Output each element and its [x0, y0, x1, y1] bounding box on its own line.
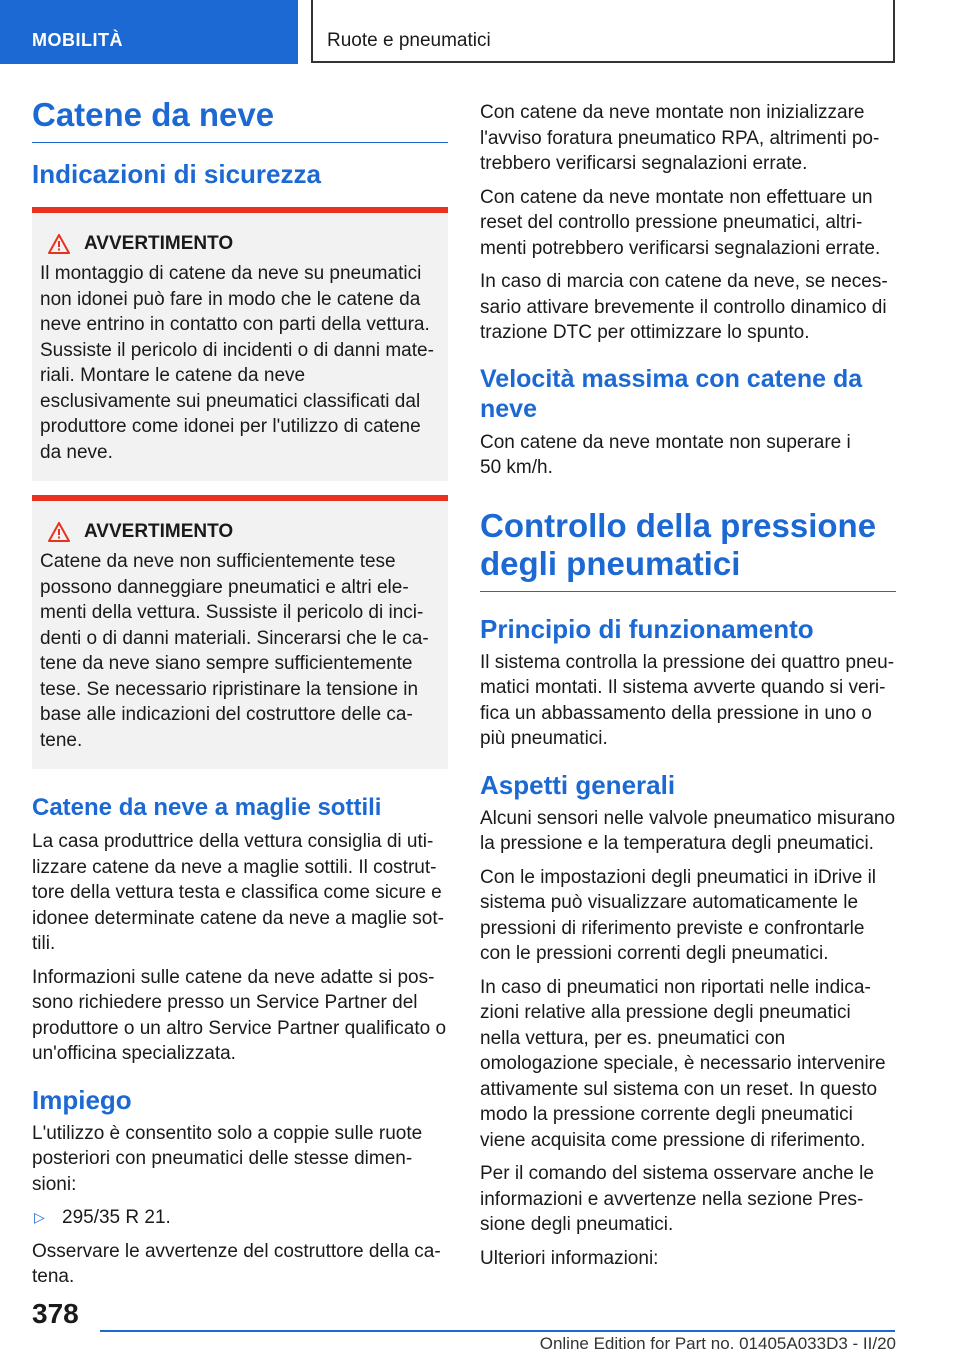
- triangle-bullet-icon: ▷: [34, 1209, 45, 1225]
- paragraph: Informazioni sulle catene da neve adatte si possono richiedere presso un Service Partner del produttore o un altro Service Partner qualificato o un'officina specializzata.: [32, 966, 447, 1064]
- paragraph: Alcuni sensori nelle valvole pneumatico misurano la pressione e la temperatura degli pneumatici.: [480, 807, 896, 854]
- page-title: Catene da neve: [32, 96, 448, 143]
- fine-links-heading: Catene da neve a maglie sottili: [32, 794, 382, 821]
- paragraph: In caso di pneumatici non riportati nelle indicazioni relative alla pressione degli pneumatici nella vettura, per es. pneumatici con omologazione speciale, è necessario intervenire attivamente sul sistema con un reset. In questo modo la pressione corrente degli pneumatici viene acquisita come pressione di riferimento.: [480, 976, 886, 1151]
- list-item: [32, 1205, 448, 1231]
- paragraph: Con catene da neve montate non effettuare un reset del controllo pressione pneumatici, altrimenti potrebbero verificarsi segnalazioni errate.: [480, 186, 881, 259]
- paragraph: Osservare le avvertenze del costruttore della catena.: [32, 1240, 441, 1287]
- left-column: [32, 96, 448, 1298]
- paragraph: Ulteriori informazioni:: [480, 1247, 659, 1269]
- chapter-tab: [311, 0, 895, 63]
- paragraph: Per il comando del sistema osservare anche le informazioni e avvertenze nella sezione Pressione degli pneumatici.: [480, 1163, 874, 1235]
- page-number: 378: [32, 1298, 79, 1329]
- paragraph: La casa produttrice della vettura consiglia di utilizzare catene da neve a maglie sottili. Il costruttore della vettura testa e classifica come sicure e idonee determinate catene da neve a maglie sottili.: [32, 831, 444, 954]
- general-heading: Aspetti generali: [480, 769, 676, 800]
- edition-note: Online Edition for Part no. 01405A033D3 - II/20: [539, 1334, 896, 1353]
- use-heading: Impiego: [32, 1084, 132, 1115]
- paragraph: Con le impostazioni degli pneumatici in iDrive il sistema può visualizzare automaticamente le pressioni di riferimento previste e confrontarle con le pressioni correnti degli pneumatici.: [480, 866, 877, 964]
- warning-triangle-icon: [48, 234, 70, 254]
- list-item-text: 295/35 R 21.: [62, 1207, 171, 1228]
- paragraph: Con catene da neve montate non superare i 50 km/h.: [480, 431, 851, 478]
- right-column: [480, 100, 896, 1279]
- section-tab: [0, 0, 298, 64]
- paragraph: L'utilizzo è consentito solo a coppie sulle ruote posteriori con pneumatici delle stesse dimensioni:: [32, 1122, 423, 1195]
- paragraph: Con catene da neve montate non inizializzare l'avviso foratura pneumatico RPA, altrimenti potrebbero verificarsi segnalazioni errate.: [480, 102, 880, 174]
- warning-triangle-icon: [48, 522, 70, 542]
- section-title: Controllo della pressione degli pneumatici: [480, 507, 896, 592]
- safety-heading: Indicazioni di sicurezza: [32, 159, 321, 189]
- section-label: MOBILITÀ: [32, 30, 123, 50]
- paragraph: In caso di marcia con catene da neve, se necessario attivare brevemente il controllo dinamico di trazione DTC per ottimizzare lo spunto.: [480, 271, 888, 343]
- paragraph: Il sistema controlla la pressione dei quattro pneumatici montati. Il sistema avverte quando si verifica un abbassamento della pressione in uno o più pneumatici.: [480, 651, 895, 749]
- warning-label: AVVERTIMENTO: [84, 233, 234, 254]
- principle-heading: Principio di funzionamento: [480, 613, 814, 644]
- warning-text: Il montaggio di catene da neve su pneumatici non idonei può fare in modo che le catene da neve entrino in contatto con parti della vettura. Sussiste il pericolo di incidenti o di danni materiali. Montare le catene da neve esclusivamente sui pneumatici classificati dal produttore come idonei per l'utilizzo di catene da neve.: [40, 263, 434, 463]
- warning-box-1: [32, 207, 448, 481]
- warning-text: Catene da neve non sufficientemente tese possono danneggiare pneumatici e altri elementi della vettura. Sussiste il pericolo di incidenti o di danni materiali. Sincerarsi che le catene da neve siano sempre sufficientemente tese. Se necessario ripristinare la tensione in base alle indicazioni del costruttore delle catene.: [40, 551, 429, 751]
- warning-label: AVVERTIMENTO: [84, 521, 234, 542]
- warning-box-2: [32, 495, 448, 769]
- chapter-label: Ruote e pneumatici: [327, 30, 491, 51]
- speed-heading: Velocità massima con catene da neve: [480, 364, 863, 423]
- footer-divider: [100, 1330, 895, 1332]
